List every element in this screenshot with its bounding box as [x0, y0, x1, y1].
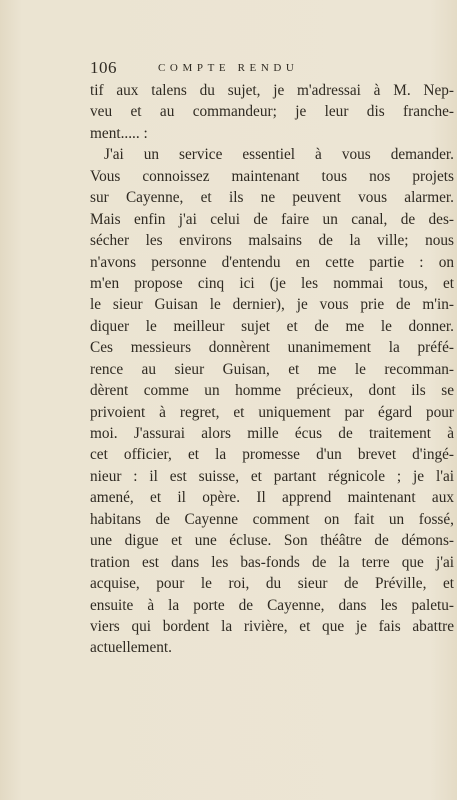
text-line: tif aux talens du sujet, je m'adressai à M. Nep- — [90, 82, 454, 99]
text-line: ment..... : — [90, 124, 148, 142]
text-line: viers qui bordent la rivière, et que je fais abattre — [90, 617, 454, 635]
text-line: amené, et il opère. Il apprend maintenant aux — [90, 489, 454, 507]
text-line: actuellement. — [90, 639, 172, 657]
text-line: le sieur Guisan le dernier), je vous prie de m'in- — [90, 296, 454, 314]
text-line: J'ai un service essentiel à vous demander. — [104, 146, 454, 164]
text-line: n'avons personne d'entendu en cette partie : on — [90, 253, 454, 271]
text-line: Ces messieurs donnèrent unanimement la préfé- — [90, 339, 454, 357]
text-line: rence au sieur Guisan, et me le recomman- — [90, 360, 454, 378]
text-line: nieur : il est suisse, et partant régnicole ; je l'ai — [90, 467, 454, 485]
text-line: cet officier, et la promesse d'un brevet d'ingé- — [90, 446, 454, 464]
text-line: sécher les environs malsains de la ville; nous — [90, 232, 454, 250]
text-line: moi. J'assurai alors mille écus de traitement à — [90, 425, 454, 442]
text-line: dèrent comme un homme précieux, dont ils se — [90, 382, 454, 400]
text-line: veu et au commandeur; je leur dis franche- — [90, 103, 454, 121]
page-number: 106 — [90, 58, 117, 77]
text-line: m'en propose cinq ici (je les nommai tous, et — [90, 274, 454, 292]
text-line: Vous connoissez maintenant tous nos projets — [90, 167, 454, 185]
text-line: privoient à regret, et uniquement par égard pour — [90, 403, 454, 421]
text-line: habitans de Cayenne comment on fait un fossé, — [90, 510, 454, 528]
text-line: diquer le meilleur sujet et de me le donner. — [90, 317, 454, 335]
text-line: sur Cayenne, et ils ne peuvent vous alarmer. — [90, 189, 454, 207]
body-text — [90, 80, 454, 659]
text-line: une digue et une écluse. Son théâtre de démons- — [90, 532, 454, 550]
text-line: tration est dans les bas-fonds de la terre que j'ai — [90, 553, 454, 571]
text-line: acquise, pour le roi, du sieur de Préville, et — [90, 575, 454, 593]
running-head: COMPTE RENDU — [158, 62, 299, 74]
page-header — [90, 58, 380, 80]
text-line: Mais enfin j'ai celui de faire un canal, de des- — [90, 210, 454, 228]
text-line: ensuite à la porte de Cayenne, dans les paletu- — [90, 596, 454, 614]
